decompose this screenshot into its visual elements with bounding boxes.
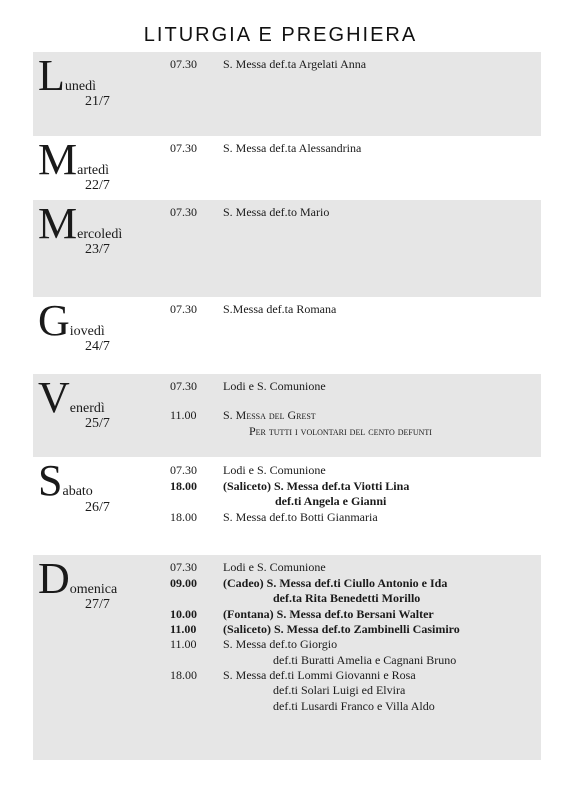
entry-time: 18.00 [170, 510, 197, 524]
day-name-rest: unedì [64, 79, 96, 94]
entry-time: 11.00 [170, 637, 197, 651]
entry-text: Per tutti i volontari del cento defunti [249, 424, 432, 438]
schedule-entry-continuation [273, 683, 405, 698]
day-name [38, 299, 105, 343]
day-name [38, 557, 117, 601]
entry-time: 18.00 [170, 479, 197, 493]
entry-time: 07.30 [170, 141, 197, 155]
schedule-entry-continuation [273, 699, 435, 714]
entry-time: 07.30 [170, 560, 197, 574]
entry-text: S. Messa def.to Mario [223, 205, 330, 219]
schedule-entry-continuation [273, 591, 420, 606]
entry-time: 18.00 [170, 668, 197, 682]
entry-time: 07.30 [170, 205, 197, 219]
schedule-entry-note [249, 424, 432, 439]
entry-text: S. Messa del Grest [223, 408, 316, 422]
entry-text: def.ti Buratti Amelia e Cagnani Bruno [273, 653, 457, 667]
entry-text: S. Messa def.to Giorgio [223, 637, 338, 651]
entry-time: 11.00 [170, 408, 197, 422]
day-name [38, 376, 105, 420]
day-initial: M [38, 136, 78, 184]
day-initial: M [38, 200, 78, 248]
entry-text: (Cadeo) S. Messa def.ti Ciullo Antonio e Ida [223, 576, 448, 590]
entry-time: 10.00 [170, 607, 197, 621]
day-date: 22/7 [85, 178, 110, 193]
day-name [38, 459, 93, 503]
day-name-rest: omenica [69, 582, 118, 597]
entry-time: 07.30 [170, 57, 197, 71]
day-block-thursday [33, 297, 541, 374]
day-name-rest: abato [62, 484, 93, 499]
entry-time: 07.30 [170, 302, 197, 316]
day-date: 25/7 [85, 416, 110, 431]
entry-text: Lodi e S. Comunione [223, 560, 326, 574]
entry-time: 07.30 [170, 463, 197, 477]
entry-text: S. Messa def.ti Lommi Giovanni e Rosa [223, 668, 416, 682]
day-block-tuesday [33, 136, 541, 200]
entry-text: (Fontana) S. Messa def.to Bersani Walter [223, 607, 434, 621]
entry-text: S.Messa def.ta Romana [223, 302, 337, 316]
day-initial: V [38, 374, 70, 422]
entry-time: 07.30 [170, 379, 197, 393]
day-date: 21/7 [85, 94, 110, 109]
day-name [38, 138, 109, 182]
page-title: LITURGIA E PREGHIERA [143, 24, 418, 46]
entry-text: (Saliceto) S. Messa def.to Zambinelli Casimiro [223, 622, 460, 636]
schedule-entry-continuation [273, 653, 456, 668]
day-name-rest: artedì [77, 163, 109, 178]
entry-text: def.ti Lusardi Franco e Villa Aldo [273, 699, 435, 713]
entry-text: (Saliceto) S. Messa def.ta Viotti Lina [223, 479, 410, 493]
entry-time: 09.00 [170, 576, 197, 590]
entry-text: def.ta Rita Benedetti Morillo [273, 591, 421, 605]
entry-text: def.ti Angela e Gianni [275, 494, 387, 508]
entry-time: 11.00 [170, 622, 197, 636]
schedule-entry-continuation [275, 494, 386, 509]
day-block-wednesday [33, 200, 541, 297]
day-date: 24/7 [85, 339, 110, 354]
day-name-rest: ercoledì [77, 227, 123, 242]
day-date: 26/7 [85, 500, 110, 515]
entry-text: S. Messa def.ta Argelati Anna [223, 57, 367, 71]
day-block-friday [33, 374, 541, 457]
day-name [38, 54, 96, 98]
day-initial: G [38, 297, 70, 345]
day-initial: D [38, 555, 70, 603]
entry-text: Lodi e S. Comunione [223, 463, 326, 477]
day-date: 27/7 [85, 597, 110, 612]
day-name-rest: enerdì [69, 401, 105, 416]
entry-text: def.ti Solari Luigi ed Elvira [273, 683, 406, 697]
day-initial: L [38, 52, 65, 100]
day-name [38, 202, 122, 246]
entry-text: S. Messa def.to Botti Gianmaria [223, 510, 378, 524]
day-block-monday [33, 52, 541, 136]
day-date: 23/7 [85, 242, 110, 257]
day-initial: S [38, 457, 63, 505]
entry-text: S. Messa def.ta Alessandrina [223, 141, 362, 155]
entry-text: Lodi e S. Comunione [223, 379, 326, 393]
day-block-saturday [33, 457, 541, 555]
day-name-rest: iovedì [69, 324, 105, 339]
day-block-sunday [33, 555, 541, 760]
